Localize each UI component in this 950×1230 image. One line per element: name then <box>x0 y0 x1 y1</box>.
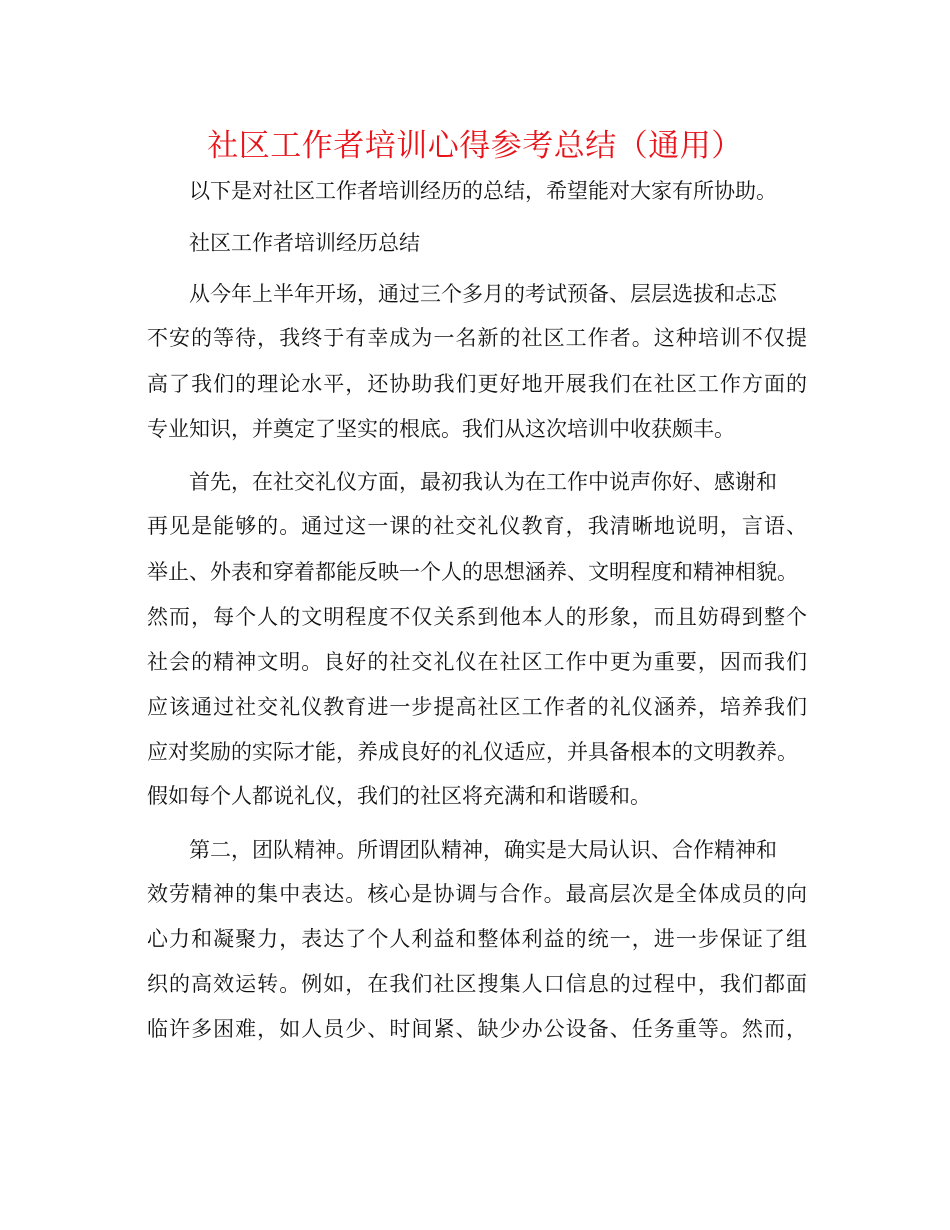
paragraph-line: 第二，团队精神。所谓团队精神，确实是大局认识、合作精神和 <box>189 838 777 862</box>
paragraph-line: 从今年上半年开场，通过三个多月的考试预备、层层选拔和忐忑 <box>189 282 777 306</box>
paragraph-line: 织的高效运转。例如，在我们社区搜集人口信息的过程中，我们都面 <box>147 972 807 996</box>
paragraph-line: 高了我们的理论水平，还协助我们更好地开展我们在社区工作方面的 <box>147 372 807 396</box>
paragraph-line: 再见是能够的。通过这一课的社交礼仪教育，我清晰地说明，言语、 <box>147 514 807 538</box>
paragraph-line: 应对奖励的实际才能，养成良好的礼仪适应，并具备根本的文明教养。 <box>147 740 798 764</box>
paragraph-line: 举止、外表和穿着都能反映一个人的思想涵养、文明程度和精神相貌。 <box>147 560 798 584</box>
paragraph-line: 临许多困难，如人员少、时间紧、缺少办公设备、任务重等。然而， <box>147 1017 807 1041</box>
paragraph-line: 效劳精神的集中表达。核心是协调与合作。最高层次是全体成员的向 <box>147 882 807 906</box>
paragraph-line: 假如每个人都说礼仪，我们的社区将充满和和谐暖和。 <box>147 784 651 808</box>
paragraph-line: 专业知识，并奠定了坚实的根底。我们从这次培训中收获颇丰。 <box>147 417 735 441</box>
paragraph-line: 首先，在社交礼仪方面，最初我认为在工作中说声你好、感谢和 <box>189 470 777 494</box>
paragraph-line: 应该通过社交礼仪教育进一步提高社区工作者的礼仪涵养，培养我们 <box>147 695 807 719</box>
paragraph-line: 不安的等待，我终于有幸成为一名新的社区工作者。这种培训不仅提 <box>147 326 807 350</box>
document-title: 社区工作者培训心得参考总结（通用） <box>207 128 743 164</box>
paragraph-line: 然而，每个人的文明程度不仅关系到他本人的形象，而且妨碍到整个 <box>147 605 807 629</box>
paragraph-line: 社会的精神文明。良好的社交礼仪在社区工作中更为重要，因而我们 <box>147 650 807 674</box>
paragraph-line: 心力和凝聚力，表达了个人利益和整体利益的统一，进一步保证了组 <box>147 927 807 951</box>
intro-line: 以下是对社区工作者培训经历的总结，希望能对大家有所协助。 <box>189 179 777 203</box>
subtitle-line: 社区工作者培训经历总结 <box>189 231 420 255</box>
